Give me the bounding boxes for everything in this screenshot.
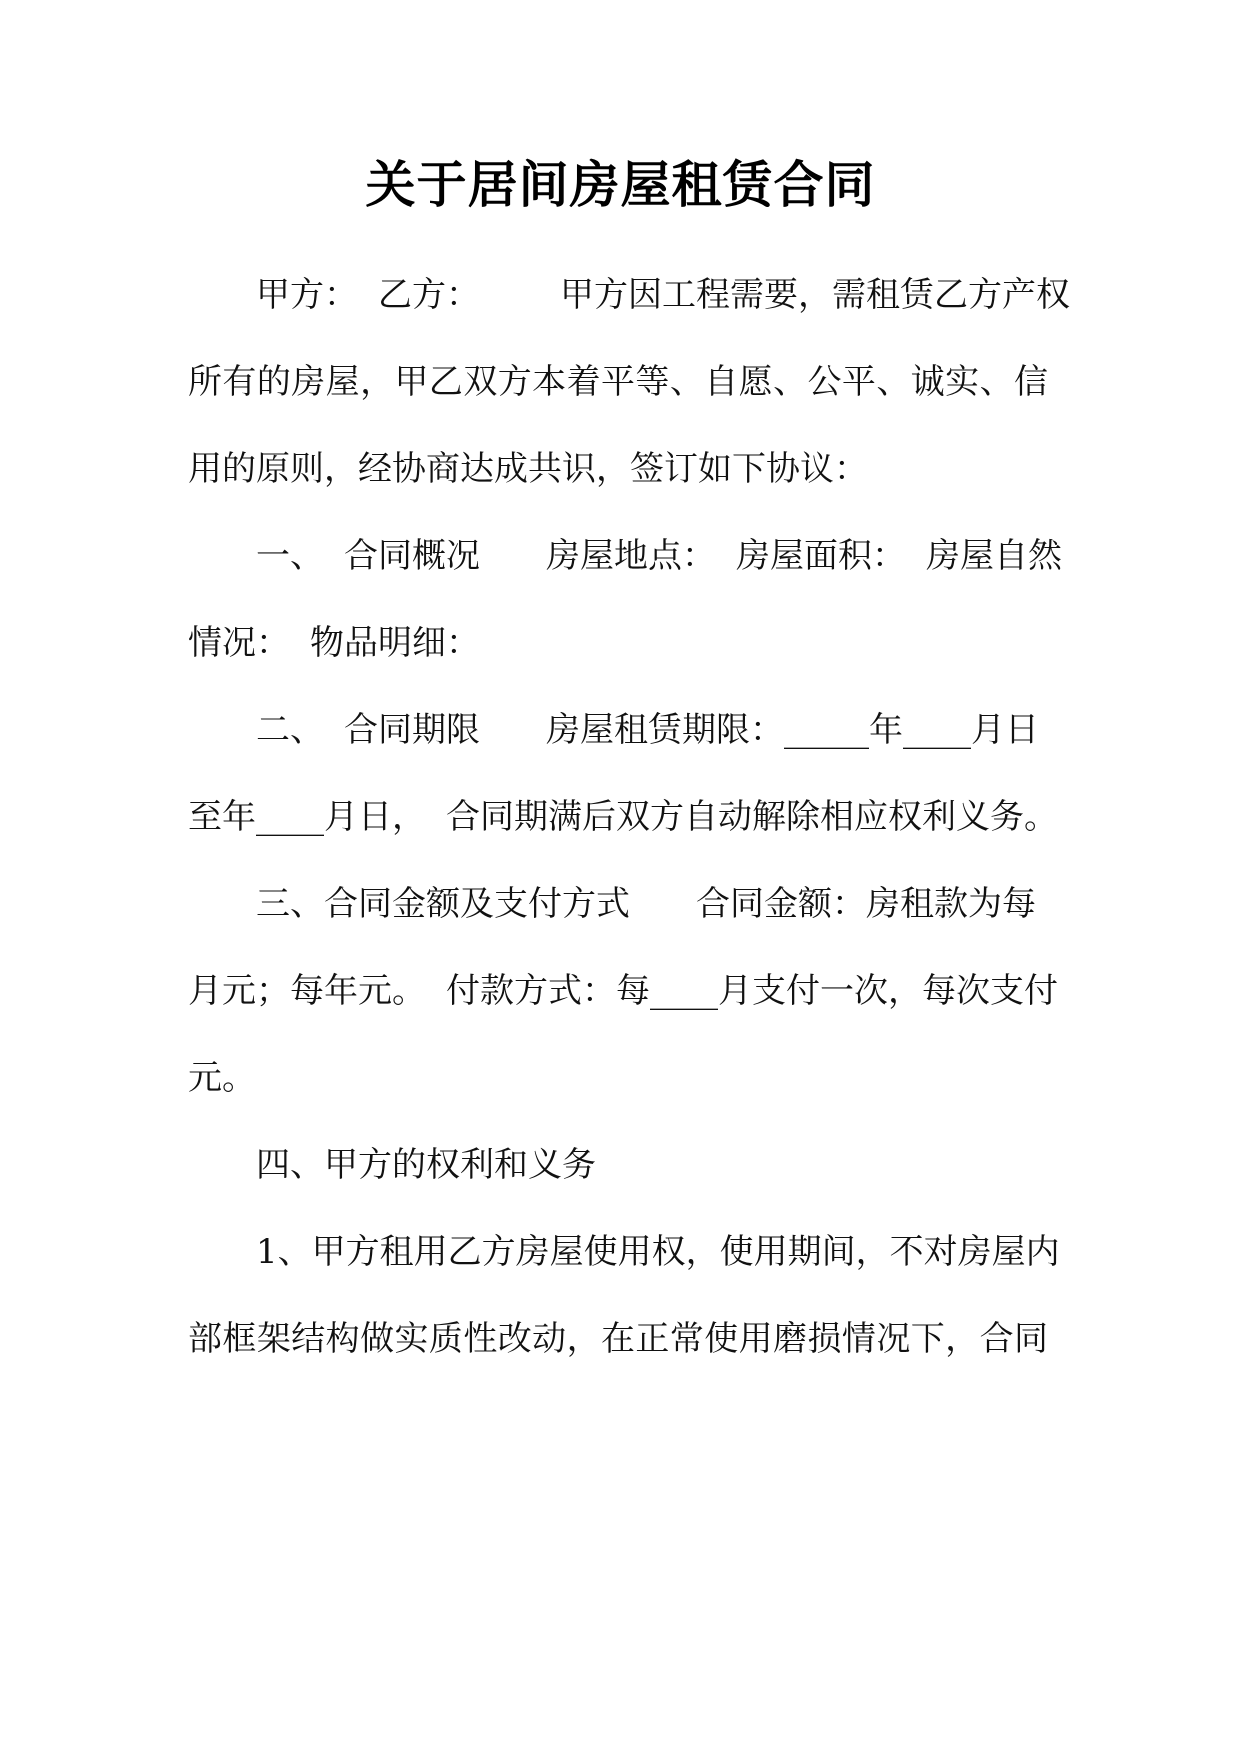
paragraph-line: 所有的房屋，甲乙双方本着平等、自愿、公平、诚实、信 <box>188 362 1048 402</box>
paragraph-line <box>188 787 1058 847</box>
paragraph-line <box>256 526 1062 586</box>
field-label: 房屋租赁期限：_____年____月日 <box>546 710 1039 750</box>
paragraph-line: 用的原则，经协商达成共识，签订如下协议： <box>188 449 868 489</box>
paragraph-line <box>188 613 1048 673</box>
party-a-label: 甲方： <box>256 275 358 315</box>
section-number: 一、 <box>256 536 324 576</box>
field-label: 物品明细： <box>310 623 480 663</box>
section-heading: 三、合同金额及支付方式 <box>256 884 630 924</box>
field-label: 房屋地点： <box>546 536 716 576</box>
paragraph-line <box>256 874 1048 934</box>
paragraph-line: 部框架结构做实质性改动，在正常使用磨损情况下，合同 <box>188 1319 1048 1359</box>
party-b-label: 乙方： <box>378 275 480 315</box>
section-number: 二、 <box>256 710 324 750</box>
field-label: 情况： <box>188 623 290 663</box>
section-heading: 四、甲方的权利和义务 <box>256 1145 596 1185</box>
paragraph-text: 甲方因工程需要，需租赁乙方产权 <box>560 275 1070 315</box>
paragraph-line <box>256 265 1070 325</box>
paragraph-text: 至年____月日， <box>188 797 426 837</box>
paragraph-line <box>188 961 1058 1021</box>
paragraph-line <box>256 700 1048 760</box>
document-title: 关于居间房屋租赁合同 <box>365 156 876 214</box>
paragraph-text: 付款方式：每____月支付一次，每次支付 <box>446 971 1058 1011</box>
paragraph-text: 月元；每年元。 <box>188 971 426 1011</box>
paragraph-line: 1、甲方租用乙方房屋使用权，使用期间，不对房屋内 <box>256 1232 1060 1272</box>
section-heading: 合同期限 <box>344 710 480 750</box>
paragraph-text: 合同金额：房租款为每 <box>696 884 1036 924</box>
field-label: 房屋面积： <box>736 536 906 576</box>
paragraph-line: 元。 <box>188 1058 256 1098</box>
field-label: 房屋自然 <box>926 536 1062 576</box>
section-heading: 合同概况 <box>344 536 480 576</box>
paragraph-text: 合同期满后双方自动解除相应权利义务。 <box>446 797 1058 837</box>
